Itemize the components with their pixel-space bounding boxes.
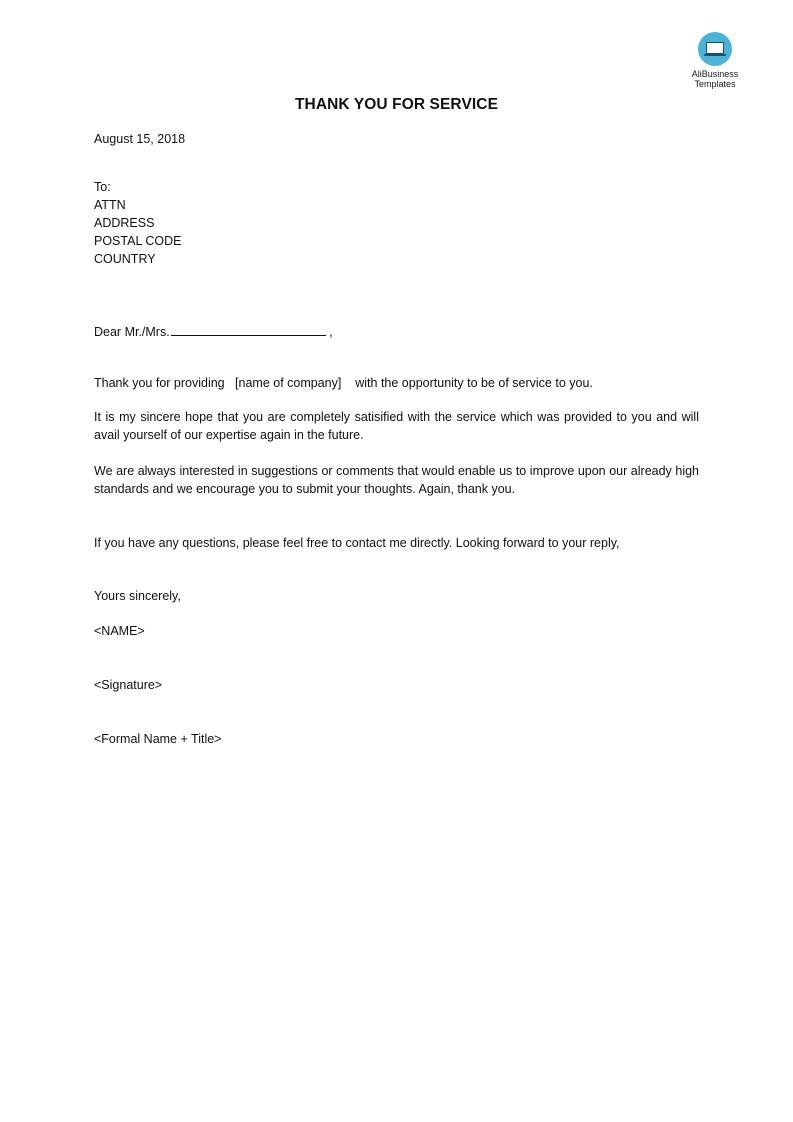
laptop-base	[704, 54, 726, 56]
laptop-screen	[706, 42, 724, 54]
logo-text	[676, 69, 754, 89]
signature-placeholder: <Signature>	[94, 678, 163, 692]
recipient-name-blank	[171, 322, 326, 336]
sign-off: Yours sincerely,	[94, 589, 181, 603]
logo-line-2: Templates	[694, 79, 736, 89]
address-country: COUNTRY	[94, 252, 156, 266]
body-paragraph-4: If you have any questions, please feel free to contact me directly. Looking forward to your reply,	[94, 536, 620, 550]
salutation	[94, 322, 333, 341]
sender-name: <NAME>	[94, 624, 145, 638]
laptop-icon	[698, 32, 732, 66]
address-street: ADDRESS	[94, 216, 155, 230]
salutation-suffix: ,	[325, 325, 333, 339]
body-paragraph-3: We are always interested in suggestions or comments that would enable us to improve upon our already high standards and we encourage you to submit your thoughts. Again, thank you.	[94, 464, 699, 496]
address-postal-code: POSTAL CODE	[94, 234, 182, 248]
company-logo	[676, 32, 754, 89]
document-title: THANK YOU FOR SERVICE	[294, 96, 499, 113]
letter-date: August 15, 2018	[94, 132, 186, 146]
address-to: To:	[94, 180, 111, 194]
logo-line-1: AliBusiness	[691, 69, 739, 79]
body-paragraph-2: It is my sincere hope that you are completely satisified with the service which was provided to you and will avail yourself of our expertise again in the future.	[94, 410, 699, 442]
address-attn: ATTN	[94, 198, 126, 212]
salutation-prefix: Dear Mr./Mrs.	[94, 325, 170, 339]
formal-name-title: <Formal Name + Title>	[94, 732, 222, 746]
body-paragraph-1: Thank you for providing [name of company] with the opportunity to be of service to you.	[94, 376, 593, 390]
